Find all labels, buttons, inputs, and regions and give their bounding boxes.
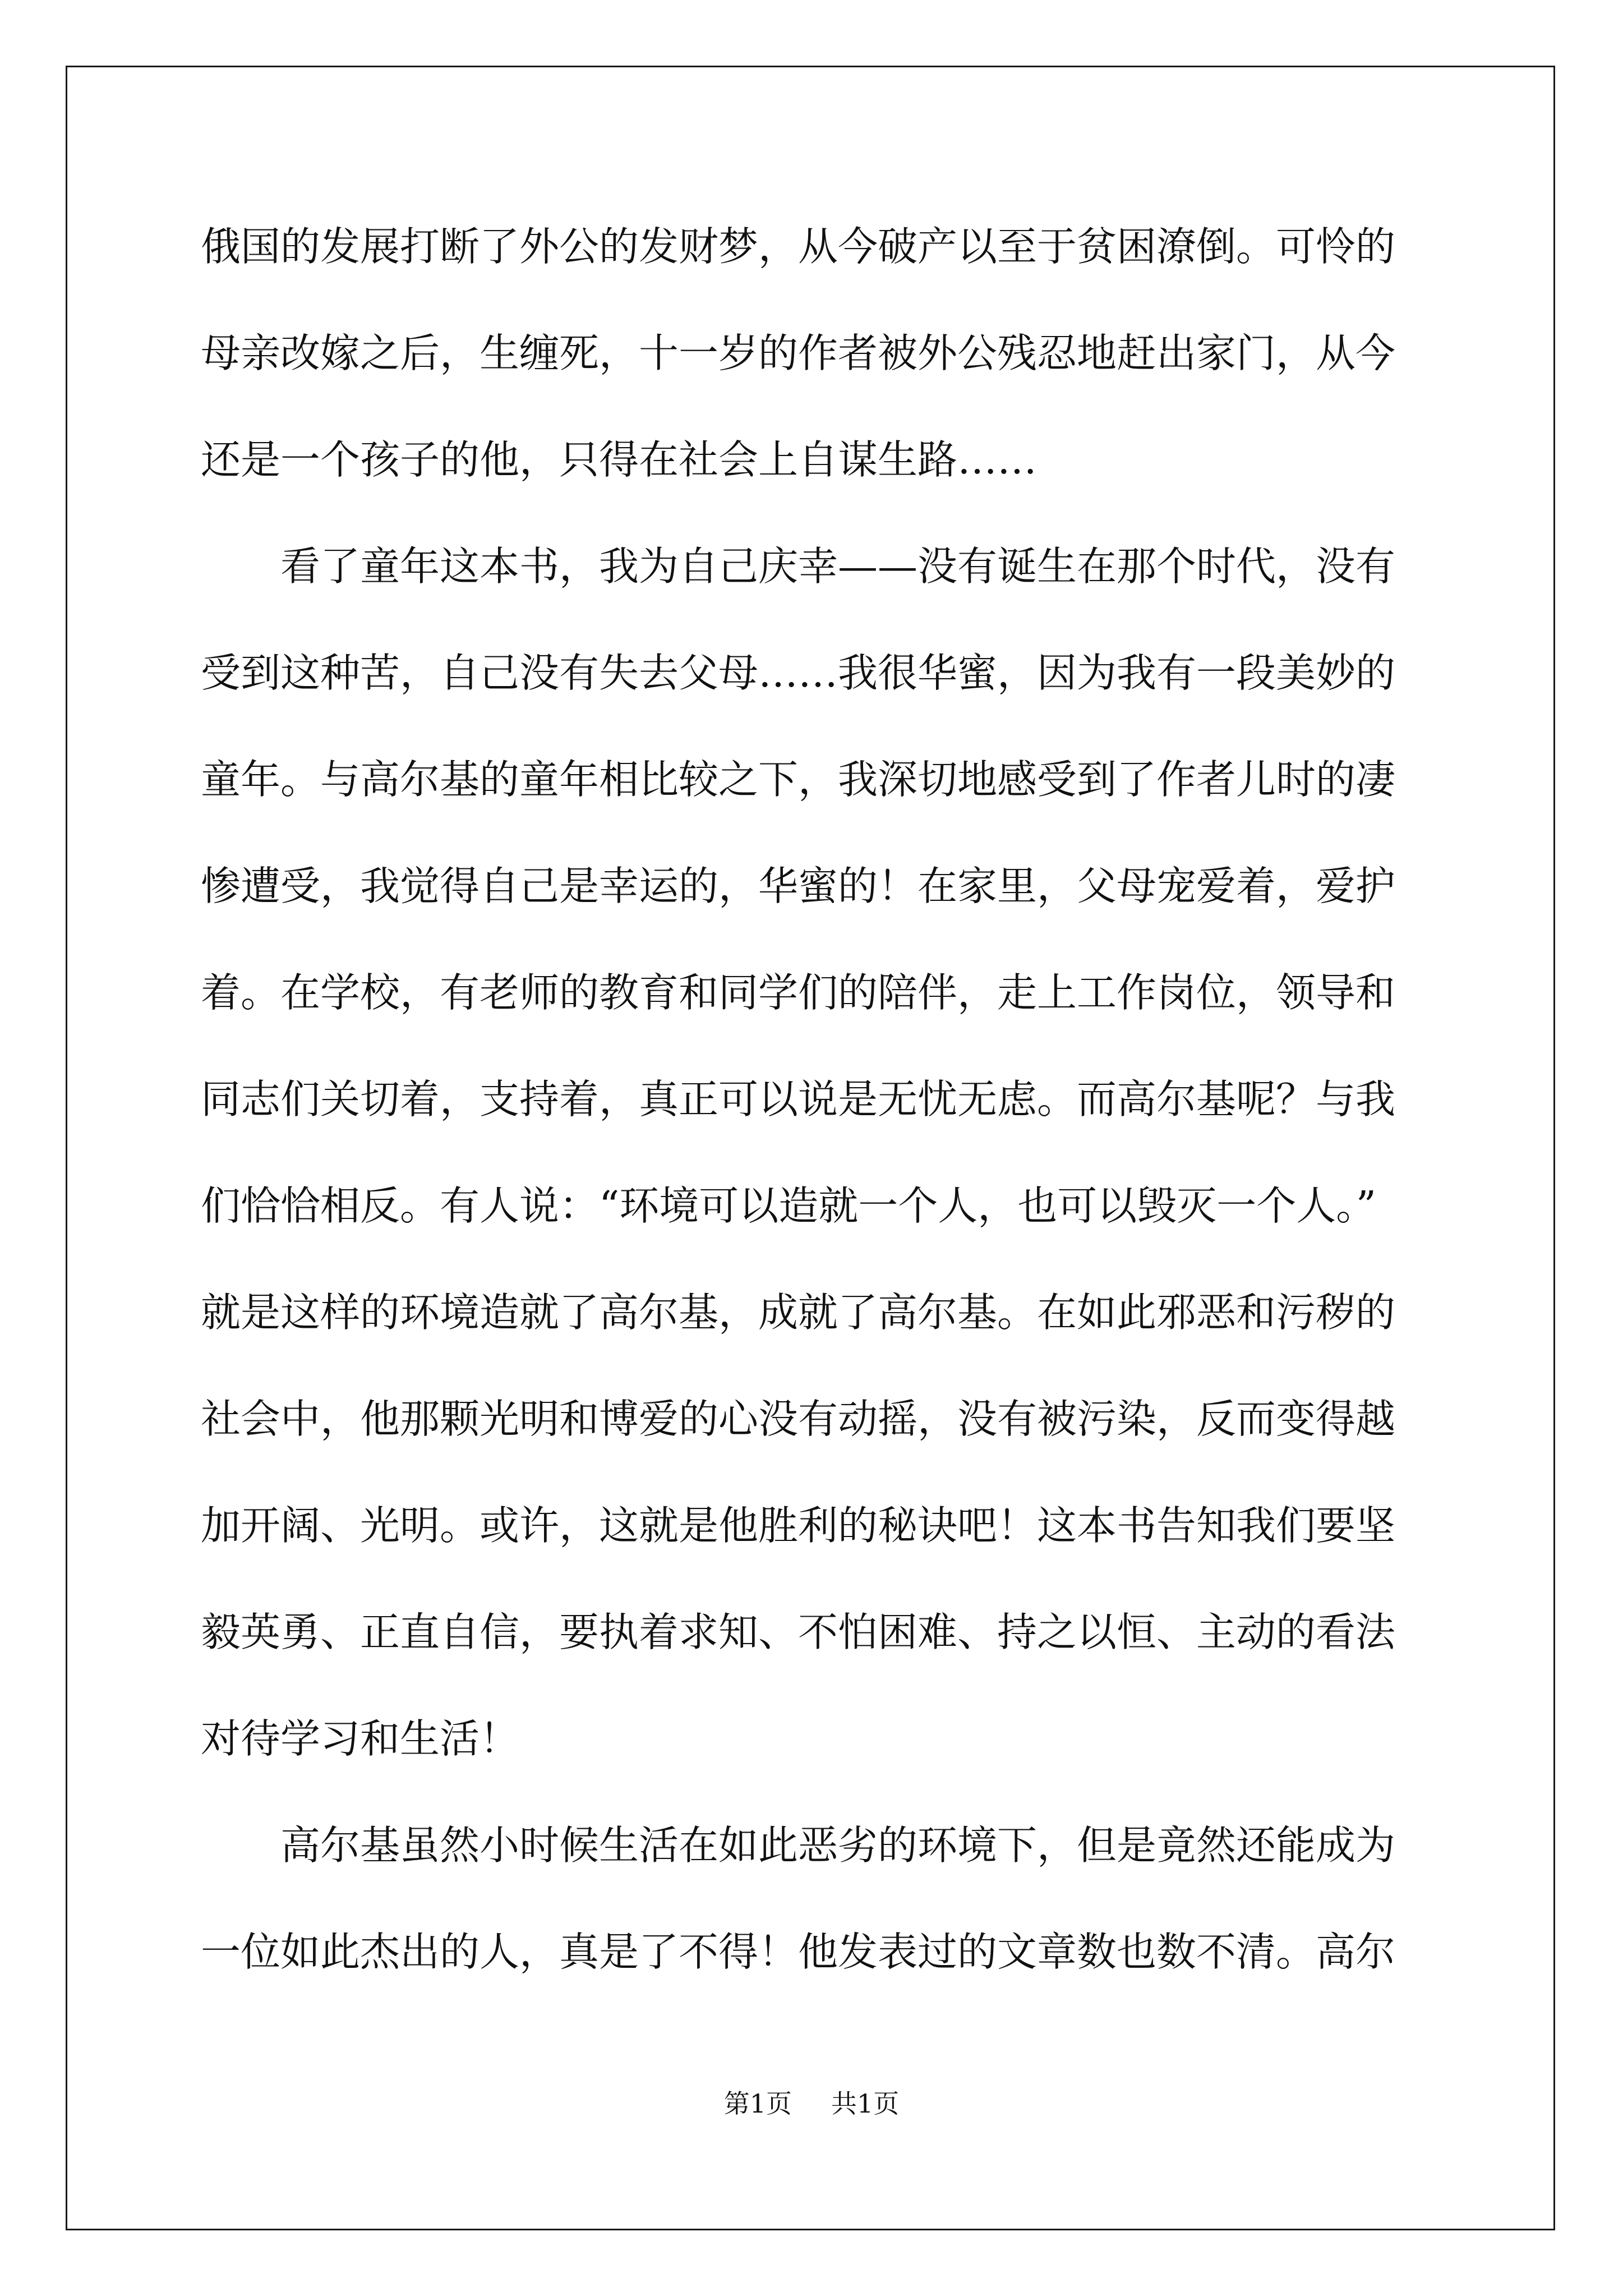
document-body — [201, 213, 1429, 2025]
text-line: 受到这种苦，自己没有失去父母……我很华蜜，因为我有一段美妙的 — [201, 650, 1396, 696]
text-line: 对待学习和生活！ — [201, 1715, 520, 1762]
text-line: 俄国的发展打断了外公的发财梦，从今破产以至于贫困潦倒。可怜的 — [201, 223, 1396, 270]
text-line: 们恰恰相反。有人说：“环境可以造就一个人，也可以毁灭一个人。” — [201, 1182, 1377, 1229]
text-line: 就是这样的环境造就了高尔基，成就了高尔基。在如此邪恶和污秽的 — [201, 1289, 1396, 1336]
text-line: 毅英勇、正直自信，要执着求知、不怕困难、持之以恒、主动的看法 — [201, 1609, 1396, 1655]
text-line: 还是一个孩子的他，只得在社会上自谋生路…… — [201, 436, 1038, 483]
text-line: 童年。与高尔基的童年相比较之下，我深切地感受到了作者儿时的凄 — [201, 756, 1396, 803]
page-total: 共1页 — [831, 2088, 900, 2119]
page-number: 第1页 — [723, 2088, 792, 2119]
text-line: 社会中，他那颗光明和博爱的心没有动摇，没有被污染，反而变得越 — [201, 1396, 1396, 1442]
text-line: 着。在学校，有老师的教育和同学们的陪伴，走上工作岗位，领导和 — [201, 969, 1396, 1016]
text-line: 母亲改嫁之后，生缠死，十一岁的作者被外公残忍地赶出家门，从今 — [201, 330, 1396, 376]
page-footer — [0, 2087, 1623, 2120]
text-line: 高尔基虽然小时候生活在如此恶劣的环境下，但是竟然还能成为 — [201, 1822, 1396, 1869]
text-line: 看了童年这本书，我为自己庆幸——没有诞生在那个时代，没有 — [201, 543, 1396, 590]
text-line: 加开阔、光明。或许，这就是他胜利的秘诀吧！这本书告知我们要坚 — [201, 1502, 1396, 1549]
text-line: 惨遭受，我觉得自己是幸运的，华蜜的！在家里，父母宠爱着，爱护 — [201, 863, 1396, 909]
text-line: 同志们关切着，支持着，真正可以说是无忧无虑。而高尔基呢？与我 — [201, 1076, 1396, 1122]
text-line: 一位如此杰出的人，真是了不得！他发表过的文章数也数不清。高尔 — [201, 1929, 1396, 1975]
